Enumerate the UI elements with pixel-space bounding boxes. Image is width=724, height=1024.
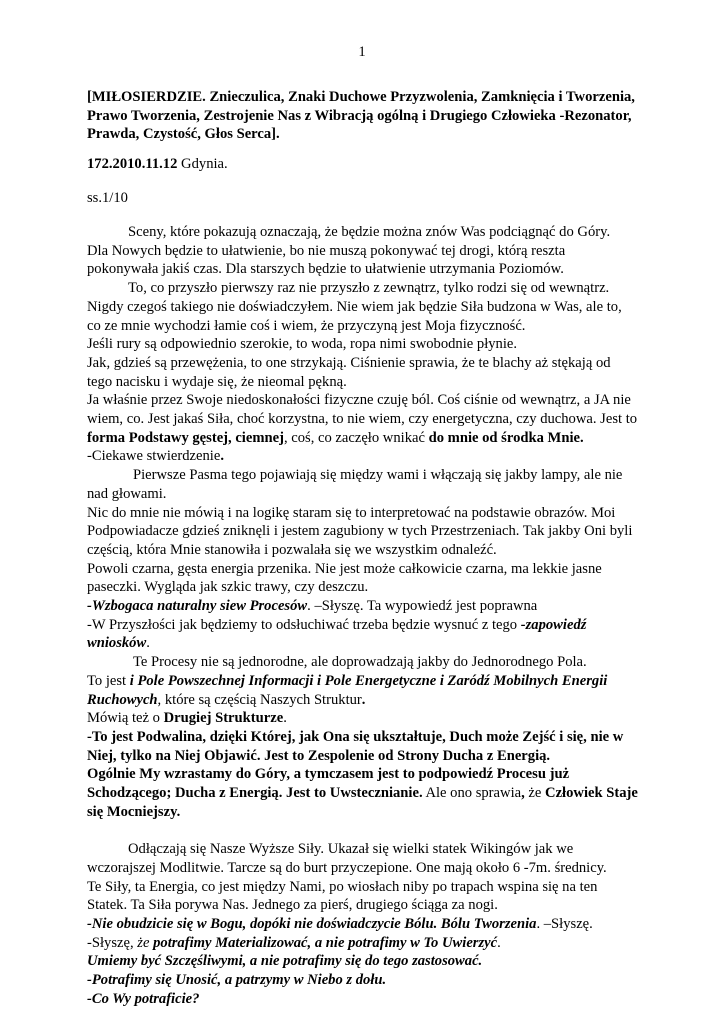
body-line (87, 279, 643, 298)
text-run: i Pole Powszechnej Informacji i Pole Energetyczne i Zaródź Mobilnych Energii (129, 672, 608, 689)
body-line (87, 466, 643, 485)
body-line (87, 260, 643, 279)
text-run: że (524, 785, 546, 802)
text-run: -Wzbogaca naturalny siew Procesów (87, 598, 308, 615)
date-number: 172.2010.11.12 (87, 156, 178, 172)
text-run: To jest (87, 672, 130, 689)
body-line (87, 522, 643, 541)
text-run: wniosków (87, 635, 147, 652)
text-run: że (137, 934, 150, 951)
text-run: potrafimy Materializować, a nie potrafimy w To Uwierzyć (153, 934, 498, 951)
text-run: Mówią też o (87, 710, 164, 727)
body-line (87, 317, 643, 336)
document-date (87, 155, 643, 174)
text-run: wiem, co. Jest jakaś Siła, choć korzystna, to nie wiem, czy energetyczna, czy duchowa. Jest to (87, 411, 638, 428)
text-run: -Nie obudzicie się w Bogu, dopóki nie doświadczycie Bólu. Bólu Tworzenia (87, 916, 537, 932)
body-line (87, 634, 643, 653)
body-line (87, 373, 643, 392)
page-range: ss.1/10 (87, 190, 128, 206)
body-line (87, 447, 643, 466)
text-run: Nic do mnie nie mówią i na logikę staram się to interpretować na podstawie obrazów. Moi (87, 504, 616, 521)
text-run: . (361, 691, 366, 708)
text-run: Ruchowych (87, 691, 158, 708)
text-run: Podpowiadacze gdzieś zniknęli i jestem zagubiony w tych Przestrzeniach. Tak jakby Oni byli (87, 523, 633, 540)
text-run: nad głowami. (87, 485, 167, 502)
text-run: Te Procesy nie są jednorodne, ale doprowadzają jakby do Jednorodnego Pola. (133, 654, 587, 671)
text-run: , coś, co zaczęło wnikać (283, 429, 429, 446)
body-line (87, 560, 643, 579)
body-line (87, 709, 643, 728)
text-run: To, co przyszło pierwszy raz nie przyszło z zewnątrz, tylko rodzi się od wewnątrz. (128, 280, 610, 297)
title-line: Prawda, Czystość, Głos Serca]. (87, 126, 280, 143)
body-line (87, 878, 643, 897)
text-run: Ale ono sprawia (422, 785, 522, 802)
text-run: do mnie od środka Mnie. (428, 429, 584, 446)
text-run: -Ciekawe stwierdzenie (87, 448, 221, 465)
text-run: -Słyszę, (87, 934, 138, 951)
body-line (87, 672, 643, 691)
text-run: -Potrafimy się Unosić, a patrzymy w Niebo z dołu. (87, 972, 387, 989)
text-run: co ze mnie wychodzi łamie coś i wiem, że przyczyną jest Moja fizyczność. (87, 317, 526, 334)
body-line (87, 952, 643, 971)
text-run: -To jest Podwalina, dzięki Której, jak Ona się ukształtuje, Duch może Zejść i się, nie w (87, 728, 624, 745)
text-run: -zapowiedź (520, 616, 587, 633)
body-line (87, 896, 643, 915)
body-line (87, 691, 643, 710)
body-line (87, 298, 643, 317)
text-run: Odłączają się Nasze Wyższe Siły. Ukazał się wielki statek Wikingów jak we (128, 841, 574, 858)
body-line (87, 915, 643, 934)
body-line (87, 803, 643, 822)
text-run: -Co Wy potraficie? (87, 990, 200, 1007)
text-run: Drugiej Strukturze (163, 710, 284, 727)
text-run: się Mocniejszy. (87, 803, 181, 820)
body-line (87, 335, 643, 354)
text-run: forma Podstawy gęstej, ciemnej (87, 429, 284, 446)
text-run: Dla Nowych będzie to ułatwienie, bo nie muszą pokonywać tej drogi, którą reszta (87, 242, 566, 259)
body-line (87, 616, 643, 635)
body-line (87, 784, 643, 803)
body-line (87, 485, 643, 504)
text-run: Ja właśnie przez Swoje niedoskonałości fizyczne czuję ból. Coś ciśnie od wewnątrz, a JA nie (87, 392, 631, 409)
document-title (87, 88, 643, 144)
text-run: Ogólnie My wzrastamy do Góry, a tymczasem jest to podpowiedź Procesu już (87, 766, 570, 783)
body-line (87, 990, 643, 1009)
text-run: . –Słyszę. (536, 916, 593, 932)
text-run: częścią, która Mnie stanowiła i pozwalała się we wszystkim odnaleźć. (87, 541, 497, 558)
text-run: Umiemy być Szczęśliwymi, a nie potrafimy się do tego zastosować. (87, 953, 483, 970)
body-line (87, 429, 643, 448)
blank-line (87, 822, 643, 841)
body-line (87, 541, 643, 560)
body-line (87, 728, 643, 747)
text-run: , które są częścią Naszych Struktur (157, 691, 362, 708)
text-run: , (521, 785, 525, 802)
page-number: 1 (358, 44, 366, 60)
body-line (87, 504, 643, 523)
text-run: . (220, 448, 224, 465)
body-line (87, 747, 643, 766)
body-line (87, 391, 643, 410)
text-run: Pierwsze Pasma tego pojawiają się między wami i włączają się jakby lampy, ale nie (133, 467, 623, 484)
text-run: Powoli czarna, gęsta energia przenika. Nie jest może całkowicie czarna, ma lekkie jasne (87, 560, 602, 577)
body-line (87, 840, 643, 859)
text-run: Statek. Ta Siła porywa Nas. Jednego za pierś, drugiego ściąga za nogi. (87, 897, 498, 914)
body-line (87, 354, 643, 373)
body-line (87, 242, 643, 261)
text-run: Te Siły, ta Energia, co jest między Nami, po wiosłach niby po trapach wspina się na ten (87, 878, 598, 895)
text-run: Jeśli rury są odpowiednio szerokie, to woda, ropa nimi swobodnie płynie. (87, 336, 518, 353)
text-run: Schodzącego; Ducha z Energią. Jest to Uwstecznianie. (87, 785, 423, 802)
date-place: Gdynia. (177, 156, 228, 172)
text-run: Sceny, które pokazują oznaczają, że będzie można znów Was podciągnąć do Góry. (128, 224, 611, 240)
body-line (87, 653, 643, 672)
title-line: Prawo Tworzenia, Zestrojenie Nas z Wibracją ogólną i Drugiego Człowieka -Rezonator, (87, 107, 632, 124)
title-line: [MIŁOSIERDZIE. Znieczulica, Znaki Duchowe Przyzwolenia, Zamknięcia i Tworzenia, (87, 89, 635, 105)
body-line (87, 765, 643, 784)
text-run: wczorajszej Modlitwie. Tarcze są do burt przyczepione. One mają około 6 -7m. średnicy. (87, 859, 607, 876)
text-run: . (146, 635, 150, 652)
body-line (87, 578, 643, 597)
body-line (87, 859, 643, 878)
document-body (87, 223, 643, 1009)
text-run: . –Słyszę. Ta wypowiedź jest poprawna (307, 598, 538, 615)
text-run: Człowiek Staje (545, 785, 638, 802)
body-line (87, 410, 643, 429)
body-line (87, 597, 643, 616)
text-run: paseczki. Wygląda jak szkic trawy, czy deszczu. (87, 579, 369, 596)
text-run: . (497, 934, 501, 951)
text-run: tego nacisku i wydaje się, że nieomal pękną. (87, 373, 347, 390)
text-run: Niej, tylko na Niej Objawić. Jest to Zespolenie od Strony Ducha z Energią. (87, 747, 551, 764)
text-run: Nigdy czegoś takiego nie doświadczyłem. Nie wiem jak będzie Siła budzona w Was, ale to, (87, 298, 622, 315)
body-line (87, 934, 643, 953)
body-line (87, 223, 643, 242)
text-run: -W Przyszłości jak będziemy to odsłuchiwać trzeba będzie wysnuć z tego (87, 616, 521, 633)
text-run: . (283, 710, 287, 727)
text-run: Jak, gdzieś są przewężenia, to one strzykają. Ciśnienie sprawia, że te blachy aż stękają od (87, 354, 611, 371)
body-line (87, 971, 643, 990)
text-run: pokonywała jakiś czas. Dla starszych będzie to ułatwienie utrzymania Poziomów. (87, 261, 564, 278)
